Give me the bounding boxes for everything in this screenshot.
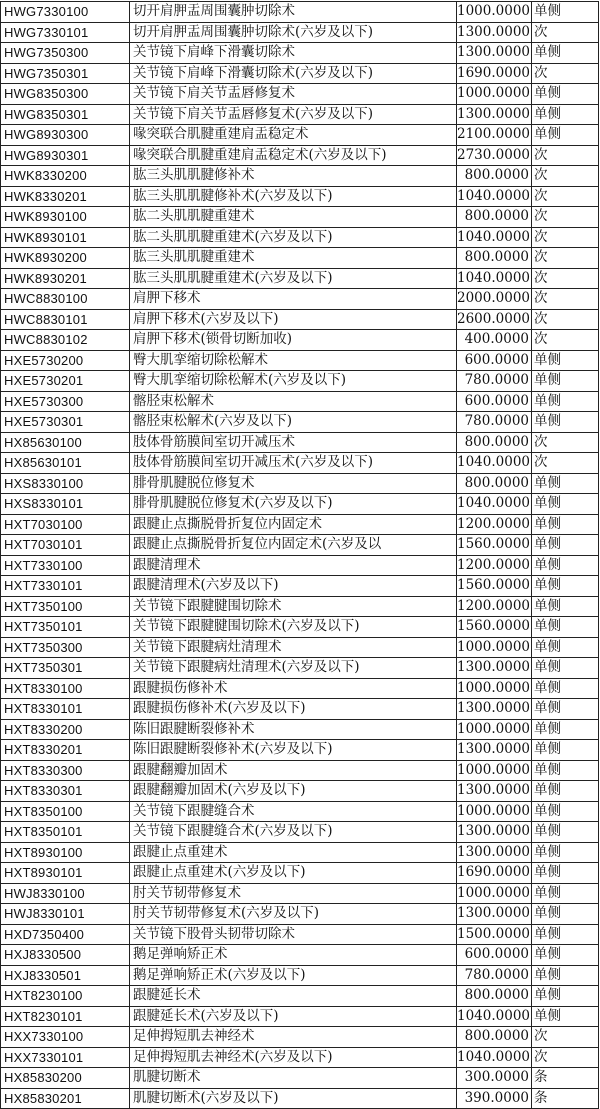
name-cell: 跟腱损伤修补术: [130, 678, 457, 699]
name-cell: 跟腱止点撕脱骨折复位内固定术(六岁及以: [130, 535, 457, 556]
name-cell: 肩胛下移术(六岁及以下): [130, 309, 457, 330]
table-row: [1, 678, 599, 699]
unit-cell: 次: [532, 453, 599, 474]
code-cell: HWG8350301: [1, 104, 130, 125]
unit-cell: 次: [532, 145, 599, 166]
price-cell: 1200.0000: [457, 596, 532, 617]
table-row: [1, 166, 599, 187]
name-cell: 跟腱止点重建术: [130, 842, 457, 863]
unit-cell: 次: [532, 166, 599, 187]
unit-cell: 单侧: [532, 842, 599, 863]
code-cell: HWK8330201: [1, 186, 130, 207]
code-cell: HXT8330100: [1, 678, 130, 699]
table-row: [1, 1006, 599, 1027]
unit-cell: 单侧: [532, 104, 599, 125]
name-cell: 肩胛下移术: [130, 289, 457, 310]
price-cell: 780.0000: [457, 965, 532, 986]
price-cell: 800.0000: [457, 986, 532, 1007]
price-cell: 1000.0000: [457, 719, 532, 740]
price-cell: 780.0000: [457, 412, 532, 433]
name-cell: 臀大肌挛缩切除松解术: [130, 350, 457, 371]
price-cell: 1300.0000: [457, 740, 532, 761]
unit-cell: 单侧: [532, 883, 599, 904]
unit-cell: 单侧: [532, 801, 599, 822]
code-cell: HXT8330101: [1, 699, 130, 720]
table-row: [1, 391, 599, 412]
table-row: [1, 699, 599, 720]
price-cell: 1040.0000: [457, 494, 532, 515]
name-cell: 肘关节韧带修复术: [130, 883, 457, 904]
code-cell: HWK8930200: [1, 248, 130, 269]
name-cell: 关节镜下跟腱腱围切除术: [130, 596, 457, 617]
unit-cell: 次: [532, 207, 599, 228]
unit-cell: 条: [532, 1088, 599, 1109]
unit-cell: 单侧: [532, 350, 599, 371]
unit-cell: 次: [532, 309, 599, 330]
unit-cell: 单侧: [532, 822, 599, 843]
table-row: [1, 863, 599, 884]
code-cell: HWK8930201: [1, 268, 130, 289]
unit-cell: 次: [532, 432, 599, 453]
unit-cell: 单侧: [532, 617, 599, 638]
unit-cell: 单侧: [532, 986, 599, 1007]
price-cell: 800.0000: [457, 248, 532, 269]
code-cell: HXJ8330501: [1, 965, 130, 986]
name-cell: 腓骨肌腱脱位修复术: [130, 473, 457, 494]
name-cell: 跟腱翻瓣加固术(六岁及以下): [130, 781, 457, 802]
unit-cell: 次: [532, 186, 599, 207]
table-row: [1, 371, 599, 392]
code-cell: HWJ8330101: [1, 904, 130, 925]
name-cell: 肱二头肌肌腱重建术(六岁及以下): [130, 227, 457, 248]
code-cell: HXT8930101: [1, 863, 130, 884]
unit-cell: 单侧: [532, 576, 599, 597]
name-cell: 跟腱止点重建术(六岁及以下): [130, 863, 457, 884]
price-cell: 1040.0000: [457, 1006, 532, 1027]
price-cell: 2100.0000: [457, 125, 532, 146]
name-cell: 关节镜下跟腱病灶清理术(六岁及以下): [130, 658, 457, 679]
name-cell: 肱二头肌肌腱重建术: [130, 207, 457, 228]
name-cell: 足伸拇短肌去神经术: [130, 1027, 457, 1048]
unit-cell: 单侧: [532, 371, 599, 392]
name-cell: 肌腱切断术: [130, 1068, 457, 1089]
table-row: [1, 2, 599, 23]
price-cell: 2730.0000: [457, 145, 532, 166]
price-cell: 1300.0000: [457, 822, 532, 843]
code-cell: HXT8930100: [1, 842, 130, 863]
price-cell: 2600.0000: [457, 309, 532, 330]
name-cell: 肢体骨筋膜间室切开减压术: [130, 432, 457, 453]
unit-cell: 次: [532, 268, 599, 289]
code-cell: HXT7350100: [1, 596, 130, 617]
price-cell: 800.0000: [457, 1027, 532, 1048]
table-row: [1, 637, 599, 658]
table-row: [1, 473, 599, 494]
price-cell: 1300.0000: [457, 699, 532, 720]
table-row: [1, 801, 599, 822]
table-row: [1, 596, 599, 617]
name-cell: 肌腱切断术(六岁及以下): [130, 1088, 457, 1109]
price-cell: 1500.0000: [457, 924, 532, 945]
unit-cell: 单侧: [532, 637, 599, 658]
price-cell: 1300.0000: [457, 43, 532, 64]
table-row: [1, 719, 599, 740]
code-cell: HXJ8330500: [1, 945, 130, 966]
table-row: [1, 965, 599, 986]
unit-cell: 单侧: [532, 863, 599, 884]
table-row: [1, 535, 599, 556]
name-cell: 跟腱清理术(六岁及以下): [130, 576, 457, 597]
code-cell: HXE5730200: [1, 350, 130, 371]
code-cell: HX85830201: [1, 1088, 130, 1109]
table-row: [1, 289, 599, 310]
price-cell: 1040.0000: [457, 1047, 532, 1068]
price-cell: 400.0000: [457, 330, 532, 351]
name-cell: 跟腱损伤修补术(六岁及以下): [130, 699, 457, 720]
price-cell: 780.0000: [457, 371, 532, 392]
price-cell: 800.0000: [457, 432, 532, 453]
price-cell: 300.0000: [457, 1068, 532, 1089]
code-cell: HX85630101: [1, 453, 130, 474]
price-cell: 800.0000: [457, 166, 532, 187]
name-cell: 跟腱清理术: [130, 555, 457, 576]
table-row: [1, 781, 599, 802]
name-cell: 喙突联合肌腱重建肩盂稳定术(六岁及以下): [130, 145, 457, 166]
code-cell: HWG7330100: [1, 2, 130, 23]
name-cell: 肱三头肌肌腱修补术(六岁及以下): [130, 186, 457, 207]
unit-cell: 次: [532, 1047, 599, 1068]
code-cell: HXE5730201: [1, 371, 130, 392]
table-row: [1, 986, 599, 1007]
table-row: [1, 1027, 599, 1048]
code-cell: HWK8930100: [1, 207, 130, 228]
price-cell: 600.0000: [457, 350, 532, 371]
unit-cell: 次: [532, 227, 599, 248]
unit-cell: 单侧: [532, 699, 599, 720]
unit-cell: 单侧: [532, 125, 599, 146]
unit-cell: 单侧: [532, 1006, 599, 1027]
name-cell: 陈旧跟腱断裂修补术(六岁及以下): [130, 740, 457, 761]
unit-cell: 单侧: [532, 678, 599, 699]
table-row: [1, 1088, 599, 1109]
name-cell: 跟腱翻瓣加固术: [130, 760, 457, 781]
price-cell: 1200.0000: [457, 555, 532, 576]
unit-cell: 单侧: [532, 740, 599, 761]
code-cell: HXT8350100: [1, 801, 130, 822]
price-cell: 1200.0000: [457, 514, 532, 535]
name-cell: 关节镜下肩峰下滑囊切除术(六岁及以下): [130, 63, 457, 84]
name-cell: 肩胛下移术(锁骨切断加收): [130, 330, 457, 351]
code-cell: HXT7330101: [1, 576, 130, 597]
price-cell: 1300.0000: [457, 658, 532, 679]
table-row: [1, 822, 599, 843]
unit-cell: 条: [532, 1068, 599, 1089]
table-row: [1, 924, 599, 945]
code-cell: HXT8230100: [1, 986, 130, 1007]
price-cell: 390.0000: [457, 1088, 532, 1109]
table-row: [1, 514, 599, 535]
name-cell: 肢体骨筋膜间室切开减压术(六岁及以下): [130, 453, 457, 474]
price-cell: 1040.0000: [457, 268, 532, 289]
code-cell: HXT8230101: [1, 1006, 130, 1027]
code-cell: HWK8930101: [1, 227, 130, 248]
code-cell: HWJ8330100: [1, 883, 130, 904]
unit-cell: 单侧: [532, 904, 599, 925]
name-cell: 腓骨肌腱脱位修复术(六岁及以下): [130, 494, 457, 515]
unit-cell: 单侧: [532, 494, 599, 515]
name-cell: 关节镜下跟腱腱围切除术(六岁及以下): [130, 617, 457, 638]
table-row: [1, 760, 599, 781]
code-cell: HWK8330200: [1, 166, 130, 187]
code-cell: HXT8330201: [1, 740, 130, 761]
unit-cell: 次: [532, 248, 599, 269]
name-cell: 髂胫束松解术: [130, 391, 457, 412]
table-row: [1, 576, 599, 597]
table-row: [1, 84, 599, 105]
table-row: [1, 555, 599, 576]
code-cell: HXT7350300: [1, 637, 130, 658]
table-row: [1, 227, 599, 248]
code-cell: HXS8330101: [1, 494, 130, 515]
code-cell: HWG7350301: [1, 63, 130, 84]
unit-cell: 单侧: [532, 391, 599, 412]
table-row: [1, 309, 599, 330]
price-cell: 1040.0000: [457, 227, 532, 248]
name-cell: 鹅足弹响矫正术: [130, 945, 457, 966]
price-cell: 1300.0000: [457, 22, 532, 43]
price-cell: 1300.0000: [457, 842, 532, 863]
name-cell: 关节镜下肩峰下滑囊切除术: [130, 43, 457, 64]
unit-cell: 次: [532, 330, 599, 351]
code-cell: HXT7350301: [1, 658, 130, 679]
code-cell: HWC8830101: [1, 309, 130, 330]
price-cell: 1000.0000: [457, 84, 532, 105]
table-row: [1, 842, 599, 863]
code-cell: HXT8350101: [1, 822, 130, 843]
price-cell: 1000.0000: [457, 678, 532, 699]
name-cell: 跟腱止点撕脱骨折复位内固定术: [130, 514, 457, 535]
name-cell: 切开肩胛盂周围囊肿切除术: [130, 2, 457, 23]
name-cell: 足伸拇短肌去神经术(六岁及以下): [130, 1047, 457, 1068]
code-cell: HXD7350400: [1, 924, 130, 945]
price-cell: 1040.0000: [457, 453, 532, 474]
table-row: [1, 494, 599, 515]
code-cell: HXE5730301: [1, 412, 130, 433]
price-cell: 1690.0000: [457, 863, 532, 884]
price-cell: 1040.0000: [457, 186, 532, 207]
name-cell: 肱三头肌肌腱重建术(六岁及以下): [130, 268, 457, 289]
unit-cell: 次: [532, 22, 599, 43]
unit-cell: 次: [532, 1027, 599, 1048]
name-cell: 关节镜下跟腱缝合术: [130, 801, 457, 822]
code-cell: HXX7330100: [1, 1027, 130, 1048]
code-cell: HXS8330100: [1, 473, 130, 494]
unit-cell: 单侧: [532, 658, 599, 679]
code-cell: HXX7330101: [1, 1047, 130, 1068]
name-cell: 肘关节韧带修复术(六岁及以下): [130, 904, 457, 925]
unit-cell: 单侧: [532, 473, 599, 494]
name-cell: 关节镜下跟腱病灶清理术: [130, 637, 457, 658]
table-row: [1, 43, 599, 64]
code-cell: HXT8330300: [1, 760, 130, 781]
unit-cell: 单侧: [532, 719, 599, 740]
unit-cell: 单侧: [532, 2, 599, 23]
code-cell: HXT7030100: [1, 514, 130, 535]
unit-cell: 单侧: [532, 555, 599, 576]
unit-cell: 单侧: [532, 596, 599, 617]
code-cell: HXT7030101: [1, 535, 130, 556]
table-row: [1, 125, 599, 146]
table-row: [1, 268, 599, 289]
unit-cell: 单侧: [532, 84, 599, 105]
table-row: [1, 740, 599, 761]
price-cell: 1560.0000: [457, 617, 532, 638]
table-row: [1, 104, 599, 125]
table-row: [1, 904, 599, 925]
fee-schedule-table: [0, 1, 599, 1109]
table-row: [1, 186, 599, 207]
fee-schedule-body: [1, 2, 599, 1109]
code-cell: HWG8930300: [1, 125, 130, 146]
unit-cell: 单侧: [532, 412, 599, 433]
unit-cell: 单侧: [532, 945, 599, 966]
unit-cell: 单侧: [532, 43, 599, 64]
name-cell: 跟腱延长术: [130, 986, 457, 1007]
code-cell: HXT8330301: [1, 781, 130, 802]
code-cell: HXT7330100: [1, 555, 130, 576]
price-cell: 1300.0000: [457, 781, 532, 802]
unit-cell: 次: [532, 63, 599, 84]
name-cell: 关节镜下股骨头韧带切除术: [130, 924, 457, 945]
price-cell: 1560.0000: [457, 535, 532, 556]
name-cell: 关节镜下跟腱缝合术(六岁及以下): [130, 822, 457, 843]
table-row: [1, 330, 599, 351]
name-cell: 切开肩胛盂周围囊肿切除术(六岁及以下): [130, 22, 457, 43]
code-cell: HWG7350300: [1, 43, 130, 64]
name-cell: 陈旧跟腱断裂修补术: [130, 719, 457, 740]
price-cell: 600.0000: [457, 945, 532, 966]
table-row: [1, 248, 599, 269]
table-row: [1, 63, 599, 84]
unit-cell: 单侧: [532, 760, 599, 781]
unit-cell: 单侧: [532, 965, 599, 986]
price-cell: 800.0000: [457, 473, 532, 494]
code-cell: HWC8830100: [1, 289, 130, 310]
unit-cell: 单侧: [532, 535, 599, 556]
table-row: [1, 945, 599, 966]
table-row: [1, 1047, 599, 1068]
table-row: [1, 1068, 599, 1089]
name-cell: 髂胫束松解术(六岁及以下): [130, 412, 457, 433]
table-row: [1, 658, 599, 679]
price-cell: 1000.0000: [457, 760, 532, 781]
price-cell: 2000.0000: [457, 289, 532, 310]
name-cell: 关节镜下肩关节盂唇修复术: [130, 84, 457, 105]
price-cell: 800.0000: [457, 207, 532, 228]
name-cell: 肱三头肌肌腱重建术: [130, 248, 457, 269]
name-cell: 肱三头肌肌腱修补术: [130, 166, 457, 187]
code-cell: HX85830200: [1, 1068, 130, 1089]
table-row: [1, 432, 599, 453]
price-cell: 1300.0000: [457, 904, 532, 925]
table-row: [1, 412, 599, 433]
table-row: [1, 617, 599, 638]
name-cell: 臀大肌挛缩切除松解术(六岁及以下): [130, 371, 457, 392]
name-cell: 喙突联合肌腱重建肩盂稳定术: [130, 125, 457, 146]
code-cell: HXT7350101: [1, 617, 130, 638]
unit-cell: 次: [532, 289, 599, 310]
unit-cell: 单侧: [532, 514, 599, 535]
table-row: [1, 145, 599, 166]
code-cell: HWG7330101: [1, 22, 130, 43]
code-cell: HWG8350300: [1, 84, 130, 105]
code-cell: HX85630100: [1, 432, 130, 453]
table-row: [1, 350, 599, 371]
price-cell: 600.0000: [457, 391, 532, 412]
table-row: [1, 453, 599, 474]
code-cell: HXE5730300: [1, 391, 130, 412]
name-cell: 跟腱延长术(六岁及以下): [130, 1006, 457, 1027]
unit-cell: 单侧: [532, 924, 599, 945]
price-cell: 1690.0000: [457, 63, 532, 84]
price-cell: 1560.0000: [457, 576, 532, 597]
table-row: [1, 22, 599, 43]
unit-cell: 单侧: [532, 781, 599, 802]
code-cell: HWC8830102: [1, 330, 130, 351]
table-row: [1, 883, 599, 904]
table-row: [1, 207, 599, 228]
price-cell: 1000.0000: [457, 2, 532, 23]
price-cell: 1000.0000: [457, 801, 532, 822]
price-cell: 1000.0000: [457, 883, 532, 904]
price-cell: 1300.0000: [457, 104, 532, 125]
price-cell: 1000.0000: [457, 637, 532, 658]
code-cell: HWG8930301: [1, 145, 130, 166]
name-cell: 关节镜下肩关节盂唇修复术(六岁及以下): [130, 104, 457, 125]
name-cell: 鹅足弹响矫正术(六岁及以下): [130, 965, 457, 986]
code-cell: HXT8330200: [1, 719, 130, 740]
